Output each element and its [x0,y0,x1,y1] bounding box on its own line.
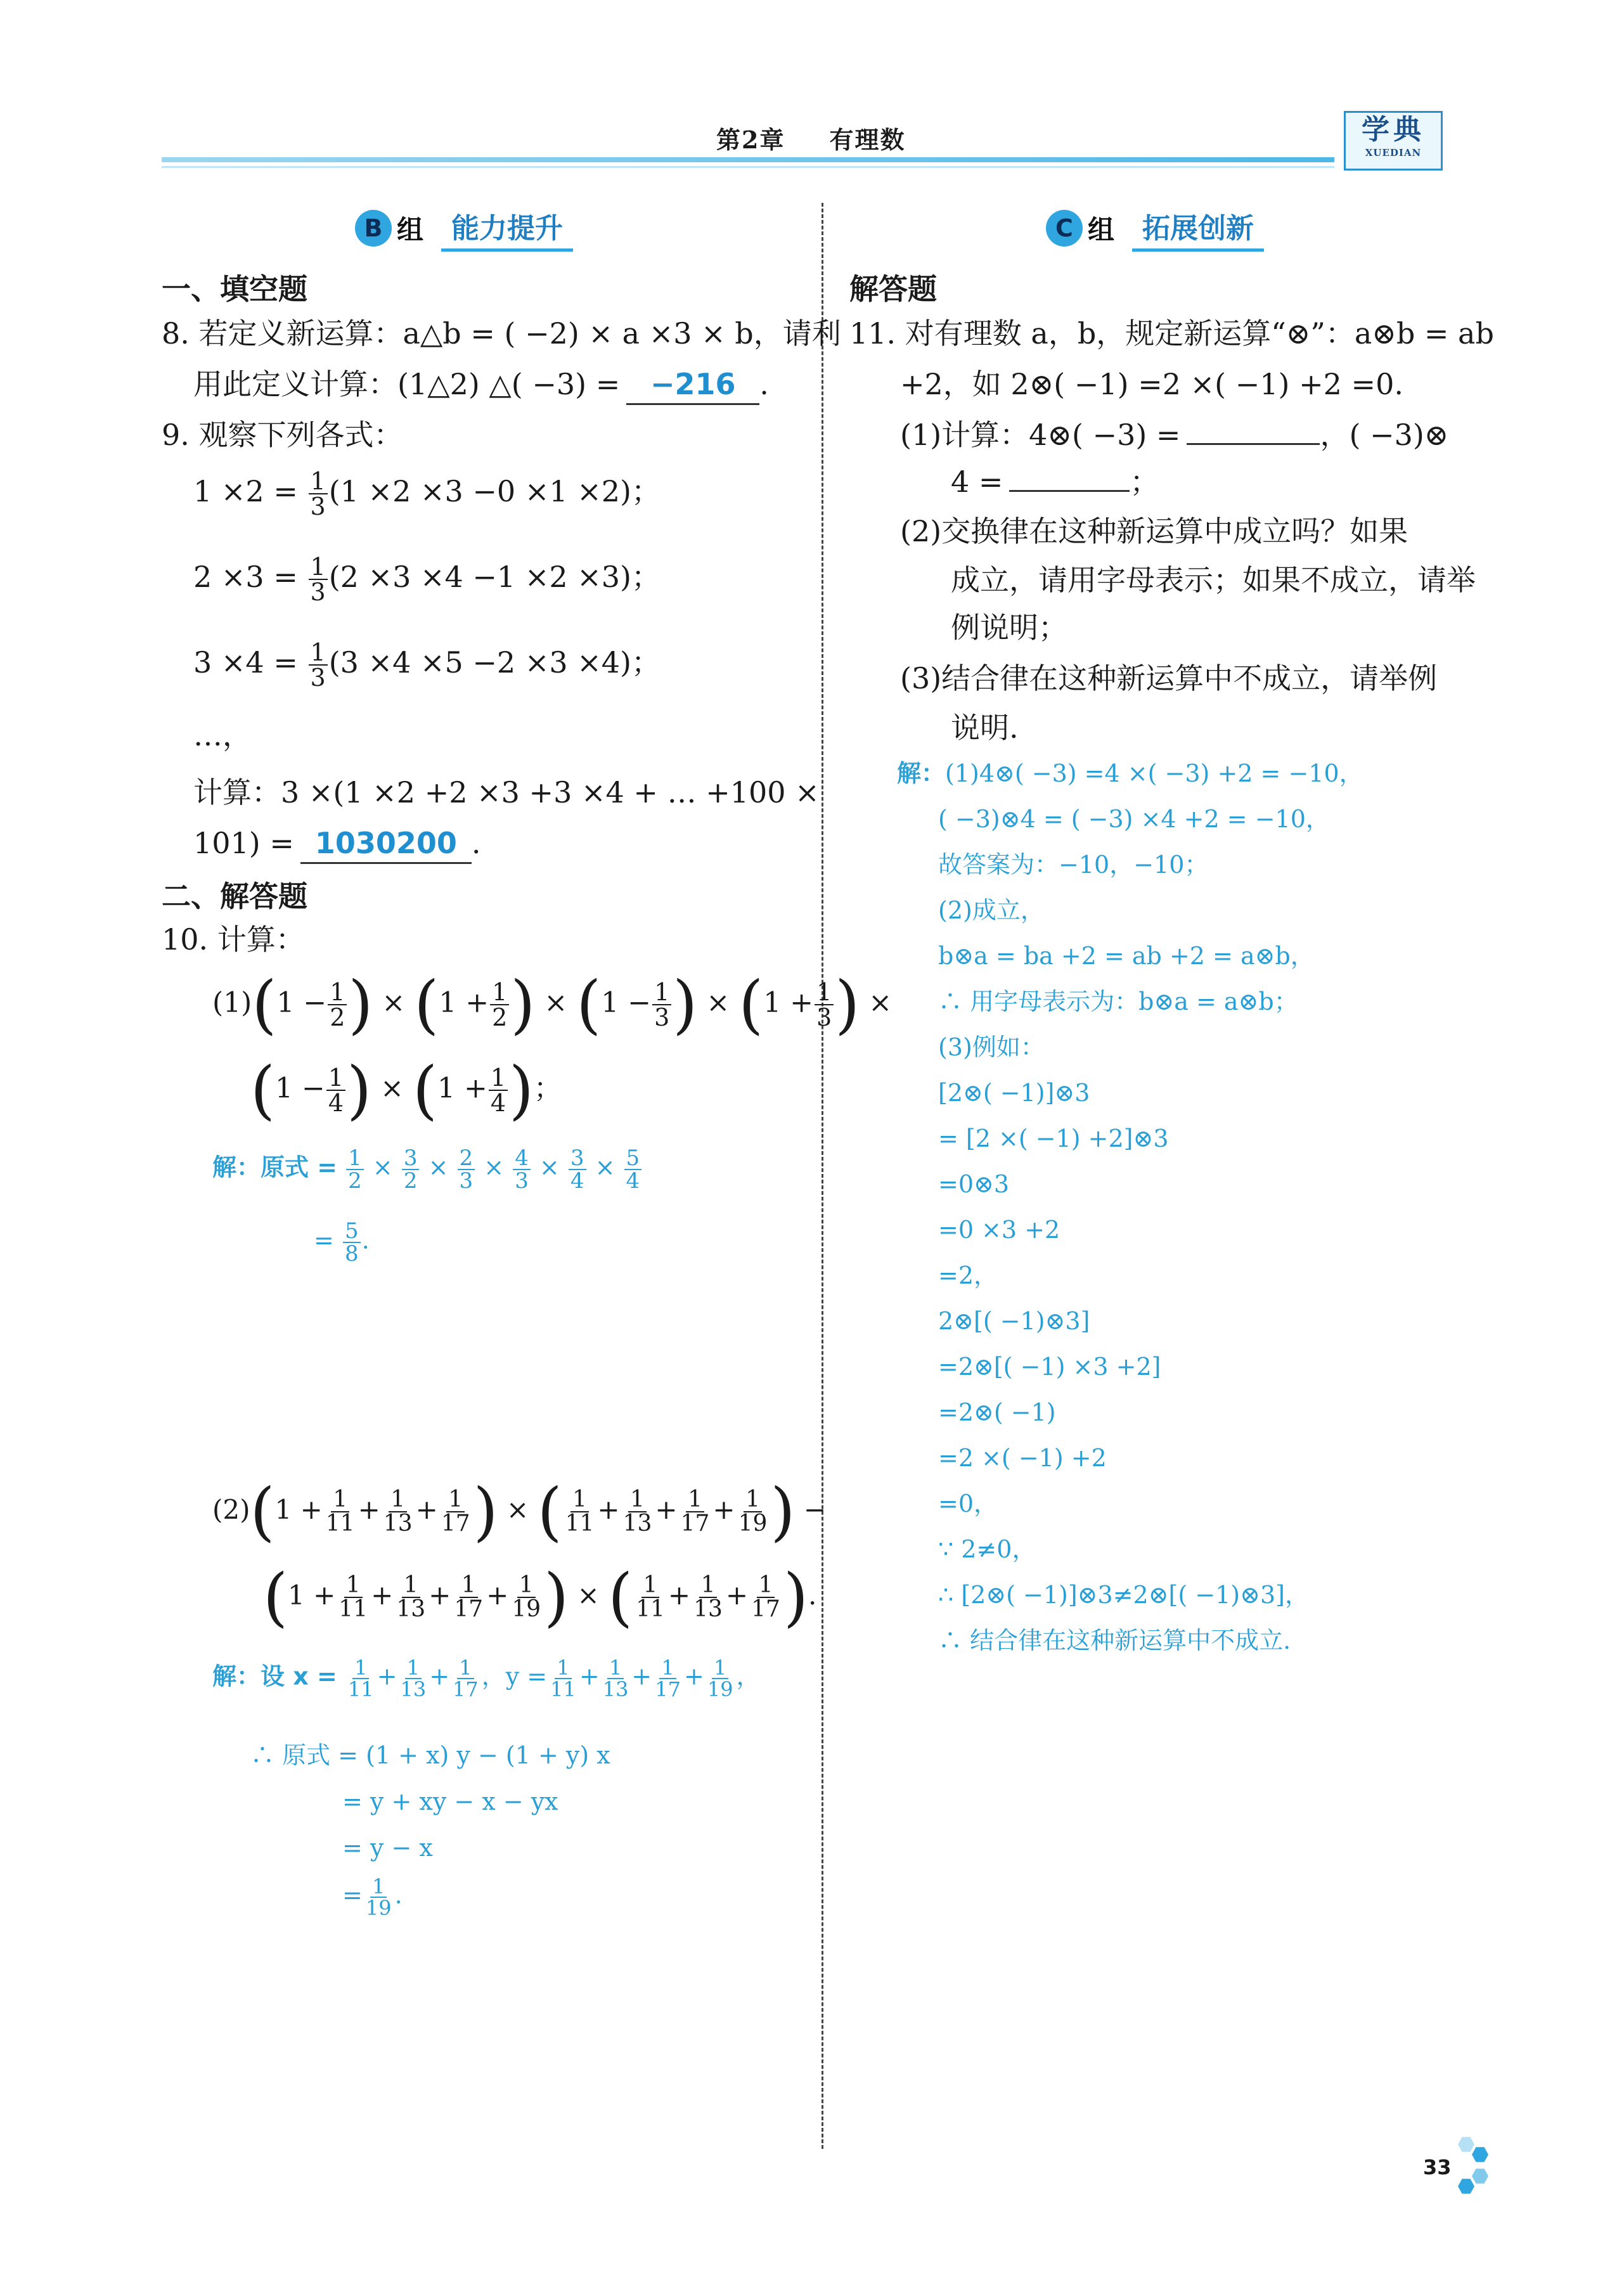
group-c-badge: C [1046,210,1083,247]
numerator: 1 [309,469,328,494]
numerator: 1 [699,1574,718,1598]
paren: ( [252,967,277,1041]
q8-end: . [759,367,769,401]
numerator: 1 [686,1488,704,1512]
xuedian-logo [1344,111,1443,171]
denominator: 11 [347,1677,374,1701]
denominator: 17 [454,1596,484,1622]
group-c-title: 拓展创新 [1132,205,1264,252]
paren: ( [250,1053,276,1127]
numerator: 1 [641,1574,660,1598]
term-prefix: 1 − [275,1072,325,1105]
hex-icon [1472,2168,1488,2184]
equals: = [342,1881,363,1909]
denominator: 3 [816,1003,832,1031]
plus-sign: + [415,1494,438,1525]
denominator: 13 [396,1596,426,1622]
numerator: 1 [659,1658,676,1679]
denominator: 19 [738,1511,768,1537]
numerator: 1 [489,1066,508,1091]
paren: ( [537,1474,562,1549]
q11-p1-line1 [900,416,1448,454]
column-divider [822,203,823,2149]
numerator: 1 [457,1658,474,1679]
denominator: 17 [751,1596,780,1622]
plus-sign: + [631,1662,652,1691]
fraction [692,1574,725,1621]
q11-sol-line: 2⊗[( −1)⊗3] [938,1307,1090,1335]
q10-p1-line1 [212,967,893,1041]
q10-sol2-line: = y − x [342,1834,433,1862]
hex-icon [1458,2178,1474,2194]
q11-sol-line: =0， [938,1490,998,1518]
section-fill-blank: 一、填空题 [162,272,307,306]
term-prefix: 1 + [763,986,814,1019]
group-label: 组 [397,214,424,245]
q11-p2-line3: 例说明； [951,610,1067,645]
paren: ) [347,1053,372,1127]
times-sign: × [706,986,730,1019]
denominator: 19 [512,1596,541,1622]
term-prefix: 1 − [276,986,327,1019]
fraction [402,1147,420,1192]
times-sign: × [372,1153,393,1182]
denominator: 2 [403,1168,418,1194]
fraction [679,1488,712,1535]
q11-p2-line1: (2)交换律在这种新运算中成立吗？如果 [900,514,1408,548]
group-c-banner [1046,206,1264,250]
paren: ( [412,1053,437,1127]
fraction [564,1488,596,1535]
q11-sol-line: ∵ 2≠0， [938,1535,1036,1563]
group-b-badge: B [355,210,392,247]
q10-sol2-line: = y + xy − x − yx [342,1788,558,1815]
q10-p2-label: (2) [212,1494,250,1525]
chapter-title: 有理数 [829,126,906,154]
fraction [328,980,347,1029]
times-sign: × [577,1580,600,1611]
fraction [652,980,671,1029]
numerator: 1 [517,1574,536,1598]
denominator: 2 [492,1003,508,1031]
fraction [624,1147,642,1192]
numerator: 1 [607,1658,624,1679]
plus-sign: + [486,1580,509,1611]
fraction [490,980,509,1029]
q10-intro: 10. 计算： [162,922,305,957]
q11-sol-line: ∴ 结合律在这种新运算中不成立. [938,1627,1291,1654]
denominator: 17 [680,1511,710,1537]
q9-ellipsis: …， [193,718,252,752]
denominator: 8 [344,1241,359,1266]
fraction [737,1488,770,1535]
q10-sol2-let [212,1658,761,1699]
numerator: 1 [490,980,509,1005]
q10-sol1-line2 [314,1220,370,1265]
y-def: ，y = [481,1662,548,1691]
numerator: 1 [352,1658,369,1679]
denominator: 11 [565,1511,595,1537]
times-sign: × [380,1072,404,1105]
q10-sol1-line1 [212,1147,643,1192]
one-plus: 1 + [274,1494,323,1525]
group-b-title: 能力提升 [441,205,573,252]
denominator: 11 [338,1596,368,1622]
numerator: 1 [328,980,347,1005]
times-sign: × [868,986,893,1019]
times-sign: × [382,986,406,1019]
q9-row-1 [193,469,661,519]
q11-sol-line: =0⊗3 [938,1170,1010,1198]
paren: ( [608,1560,633,1634]
term-prefix: 1 + [437,1072,487,1105]
plus-sign: + [429,1580,451,1611]
plus-sign: + [579,1662,600,1691]
plus-sign: + [377,1662,397,1691]
times-sign: × [539,1153,560,1182]
equals: = [314,1226,334,1254]
q11-sol-line: =2⊗( −1) [938,1398,1056,1426]
period: . [808,1580,817,1611]
numerator: 5 [343,1220,361,1243]
times-sign: × [428,1153,449,1182]
q11-sol-line: =2， [938,1261,998,1289]
fraction [309,555,328,604]
denominator: 13 [693,1596,723,1622]
q9-row-rhs: (1 ×2 ×3 −0 ×1 ×2)； [328,474,661,508]
numerator: 1 [326,1066,345,1091]
numerator: 1 [370,1876,387,1898]
fraction [364,1876,394,1918]
q11-sol-line: = [2 ×( −1) +2]⊗3 [938,1125,1169,1152]
group-label: 组 [1088,214,1115,245]
chapter-number: 第2章 [716,126,785,154]
q11-sol-line: (3)例如： [938,1033,1045,1061]
sol-text: (1)4⊗( −3) =4 ×( −3) +2 = −10， [945,759,1363,787]
denominator: 11 [550,1677,576,1701]
chapter-header [716,120,905,155]
q9-intro: 9. 观察下列各式： [162,418,403,452]
plus-sign: + [597,1494,620,1525]
plus-sign: + [358,1494,380,1525]
logo-text-en: XUEDIAN [1365,147,1422,158]
q10-p2-line2 [263,1560,817,1634]
semicolon: ； [1130,465,1159,499]
fraction [346,1147,364,1192]
denominator: 11 [325,1511,355,1537]
section-solve: 二、解答题 [162,879,307,913]
q9-row-lhs: 2 ×3 = [193,560,298,594]
denominator: 3 [459,1168,474,1194]
numerator: 1 [744,1488,762,1512]
q11-p3-line2: 说明. [951,711,1019,745]
numerator: 1 [446,1488,465,1512]
q10-sol2-result [342,1876,403,1918]
paren: ) [544,1560,569,1634]
numerator: 1 [757,1574,775,1598]
fraction [394,1574,427,1621]
fraction [653,1658,683,1699]
denominator: 3 [310,493,326,520]
plus-sign: + [655,1494,678,1525]
numerator: 1 [460,1574,478,1598]
paren: ( [738,967,764,1041]
q11-sol-line: =2 ×( −1) +2 [938,1444,1107,1472]
denominator: 4 [490,1089,506,1117]
q9-calc-line1: 计算：3 ×(1 ×2 +2 ×3 +3 ×4 + … +100 × [193,775,820,809]
plus-sign: + [725,1580,749,1611]
q9-row-lhs: 1 ×2 = [193,474,298,508]
q10-p1-label: (1) [212,986,252,1019]
plus-sign: + [712,1494,735,1525]
fraction [749,1574,782,1621]
numerator: 1 [628,1488,647,1512]
fraction [451,1658,480,1699]
q9-row-2 [193,555,661,604]
denominator: 13 [602,1677,629,1701]
q8-prompt: 用此定义计算：(1△2) △( −3) = [193,367,621,401]
group-b-banner [355,206,573,250]
numerator: 1 [346,1147,364,1170]
denominator: 3 [654,1003,670,1031]
denominator: 13 [622,1511,652,1537]
q11-p3-line1: (3)结合律在这种新运算中不成立，请举例 [900,661,1438,695]
paren: ) [673,967,698,1041]
paren: ) [473,1474,498,1549]
denominator: 3 [310,578,326,606]
q11-sol-line: 故答案为：−10，−10； [938,851,1209,879]
plus-sign: + [371,1580,394,1611]
fraction [324,1488,357,1535]
fraction [346,1658,376,1699]
denominator: 2 [330,1003,345,1031]
fraction [621,1488,654,1535]
page-number: 33 [1423,2155,1452,2179]
fraction [458,1147,475,1192]
period: . [394,1881,403,1909]
paren: ) [770,1474,796,1549]
fraction [452,1574,485,1621]
comma: ， [736,1662,761,1691]
fraction [337,1574,370,1621]
q11-p1-prompt-b: ，( −3)⊗ [1320,418,1449,452]
paren: ( [576,967,602,1041]
q11-p1-line2 [951,463,1159,501]
numerator: 3 [569,1147,586,1170]
header-rule-thin [162,166,1334,168]
numerator: 1 [712,1658,728,1679]
plus-sign: + [667,1580,691,1611]
q11-p1-prompt: (1)计算：4⊗( −3) = [900,418,1181,452]
one-plus: 1 + [288,1580,336,1611]
paren: ( [263,1560,288,1634]
q9-calc-prompt: 101) = [193,826,294,860]
q10-sol2-line: ∴ 原式 = (1 + x) y − (1 + y) x [250,1741,610,1769]
q8-answer: −216 [626,365,759,405]
denominator: 17 [655,1677,681,1701]
fraction [489,1066,508,1115]
q11-sol-line: ∴ 用字母表示为：b⊗a = a⊗b； [938,988,1298,1015]
paren: ) [835,967,860,1041]
q11-sol-line: =0 ×3 +2 [938,1216,1060,1244]
times-sign: × [484,1153,505,1182]
q8-line1: 8. 若定义新运算：a△b = ( −2) × a ×3 × b，请利 [162,316,841,351]
times-sign: × [595,1153,615,1182]
fraction [309,469,328,519]
q11-p1-blank-a[interactable] [1187,443,1320,445]
fraction [382,1488,415,1535]
fraction [439,1488,472,1535]
q11-sol-line: ( −3)⊗4 = ( −3) ×4 +2 = −10， [938,805,1330,833]
fraction [510,1574,543,1621]
q9-row-3 [193,640,661,690]
hex-icon [1458,2136,1474,2153]
numerator: 1 [402,1574,420,1598]
paren: ( [414,967,439,1041]
plus-sign: + [429,1662,450,1691]
q11-sol-line: [2⊗( −1)]⊗3 [938,1079,1090,1107]
fraction [309,640,328,690]
period: . [361,1226,370,1254]
q11-p1-blank-b[interactable] [1009,490,1130,492]
q11-sol-line: ∴ [2⊗( −1)]⊗3≠2⊗[( −1)⊗3]， [938,1581,1309,1609]
denominator: 4 [328,1089,344,1117]
numerator: 1 [344,1574,363,1598]
denominator: 19 [365,1896,392,1920]
hex-icon [1472,2146,1488,2163]
q11-sol-line: (2)成立， [938,896,1045,924]
header-rule [162,157,1334,162]
numerator: 5 [624,1147,642,1170]
numerator: 1 [570,1488,589,1512]
numerator: 1 [389,1488,407,1512]
fraction [398,1658,428,1699]
numerator: 1 [309,640,328,666]
numerator: 3 [402,1147,420,1170]
denominator: 17 [441,1511,470,1537]
minus-sign: − [803,1494,827,1525]
paren: ( [250,1474,275,1549]
sol-label: 解：原式 = [212,1153,338,1182]
q9-row-lhs: 3 ×4 = [193,645,298,680]
fraction [513,1147,531,1192]
numerator: 2 [458,1147,475,1170]
q11-sol-line: =2⊗[( −1) ×3 +2] [938,1353,1161,1381]
denominator: 4 [626,1168,640,1194]
q11-p1-prompt-c: 4 = [951,465,1003,499]
q9-answer: 1030200 [300,824,472,864]
q10-p1-line2 [250,1053,562,1127]
numerator: 1 [555,1658,571,1679]
term-prefix: 1 + [439,986,489,1019]
q11-line2: +2，如 2⊗( −1) =2 ×( −1) +2 =0. [900,367,1403,401]
denominator: 2 [348,1168,362,1194]
paren: ) [348,967,373,1041]
fraction [326,1066,345,1115]
q9-row-rhs: (2 ×3 ×4 −1 ×2 ×3)； [328,560,661,594]
q9-row-rhs: (3 ×4 ×5 −2 ×3 ×4)； [328,645,661,680]
numerator: 4 [513,1147,531,1170]
numerator: 1 [331,1488,349,1512]
sol-label: 解：设 x = [212,1662,337,1691]
semicolon: ； [534,1072,562,1105]
paren: ) [510,967,536,1041]
q8-line2 [193,365,769,405]
section-solve-right: 解答题 [849,272,937,306]
sol-label: 解： [897,759,946,787]
q11-line1: 11. 对有理数 a，b，规定新运算“⊗”：a⊗b = ab [849,316,1494,351]
denominator: 3 [515,1168,529,1194]
fraction [706,1658,735,1699]
plus-sign: + [683,1662,704,1691]
fraction [634,1574,667,1621]
denominator: 13 [400,1677,427,1701]
paren: ) [509,1053,534,1127]
paren: ) [783,1560,808,1634]
numerator: 1 [652,980,671,1005]
denominator: 11 [636,1596,665,1622]
numerator: 1 [309,555,328,580]
times-sign: × [544,986,568,1019]
times-sign: × [506,1494,529,1525]
denominator: 19 [707,1677,733,1701]
numerator: 1 [405,1658,422,1679]
fraction [815,980,834,1029]
denominator: 4 [570,1168,584,1194]
fraction [569,1147,586,1192]
denominator: 13 [383,1511,413,1537]
q9-end: . [471,826,481,860]
fraction [601,1658,631,1699]
q11-p2-line2: 成立，请用字母表示；如果不成立，请举 [951,563,1476,597]
denominator: 3 [310,664,326,692]
denominator: 17 [453,1677,479,1701]
fraction [548,1658,578,1699]
fraction [343,1220,361,1265]
q9-calc-line2 [193,824,481,864]
logo-text-cn: 学典 [1362,113,1425,146]
q11-sol-line: b⊗a = ba +2 = ab +2 = a⊗b， [938,942,1315,970]
term-prefix: 1 − [601,986,652,1019]
numerator: 1 [815,980,834,1005]
q11-sol-line [897,758,1363,789]
q10-p2-line1 [212,1474,827,1549]
